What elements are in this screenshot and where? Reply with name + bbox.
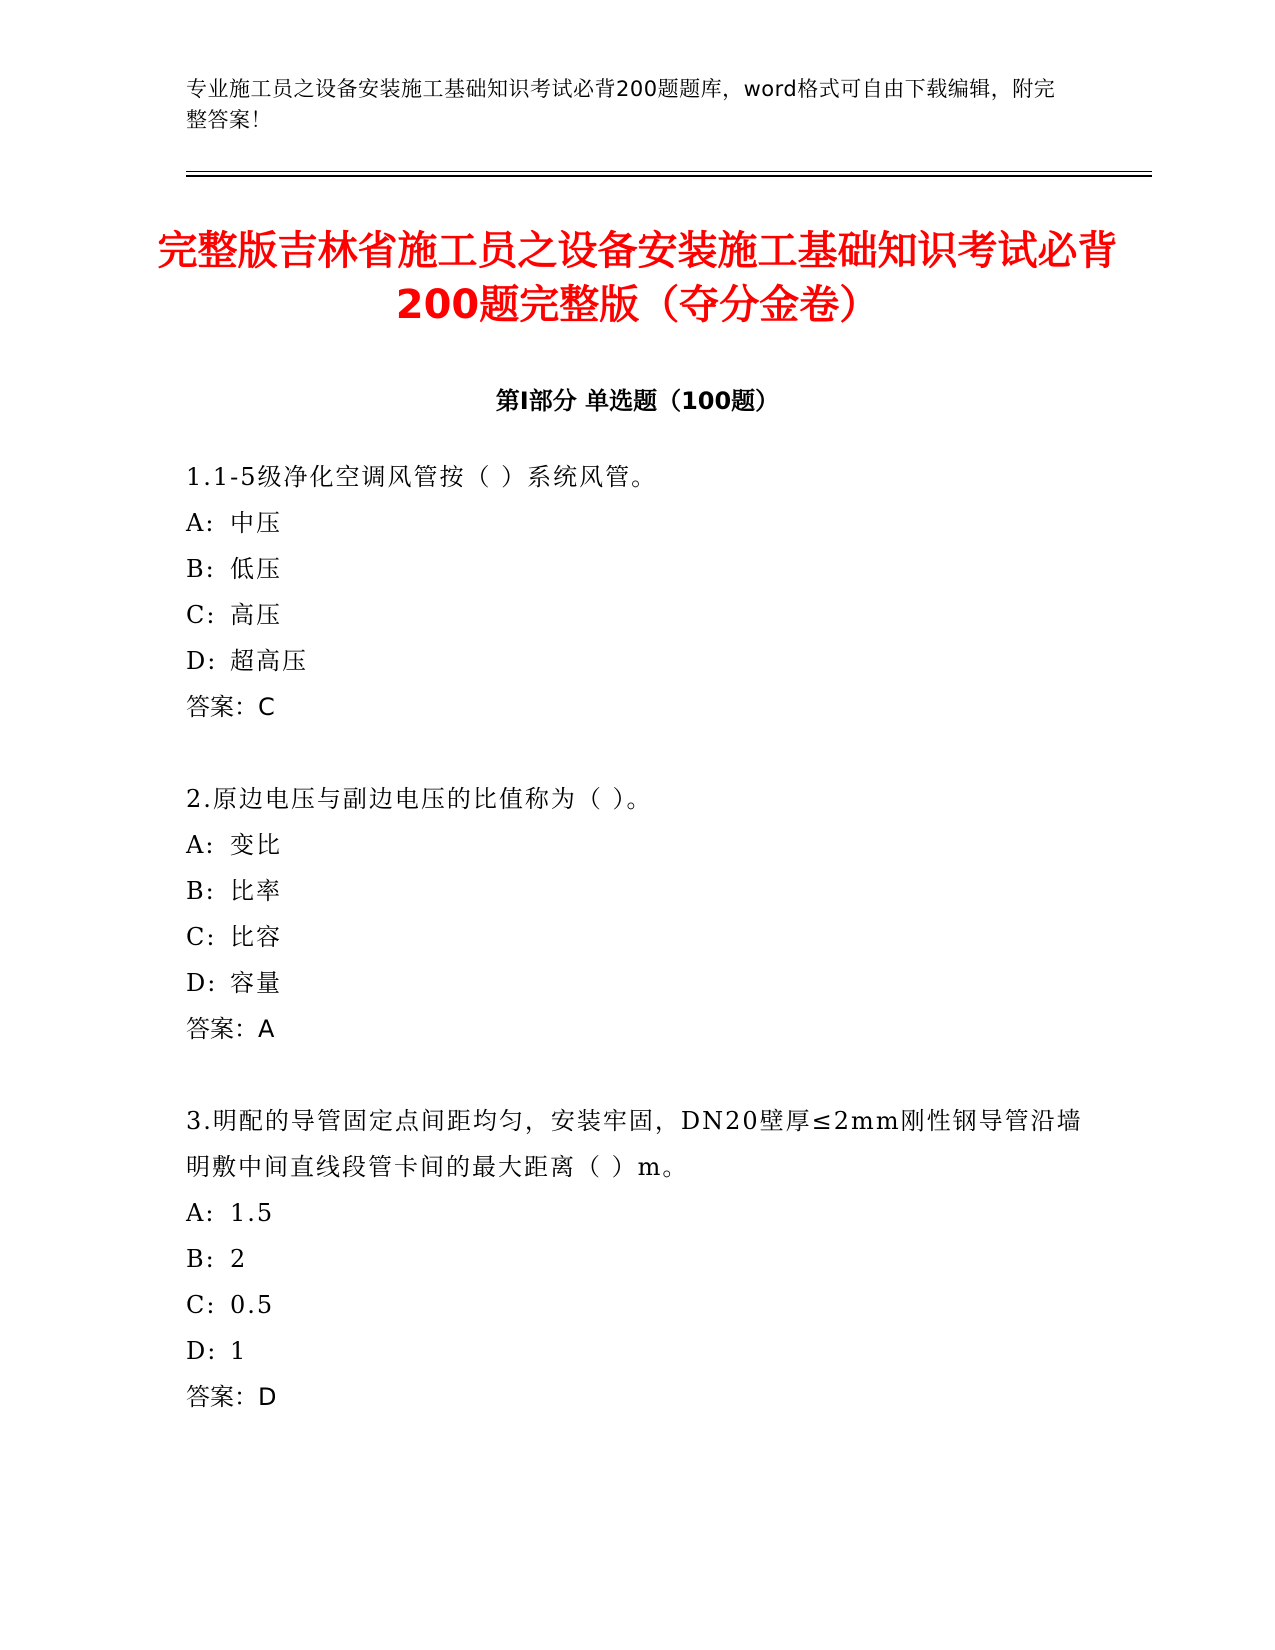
option-text: 1 <box>230 1337 248 1365</box>
option-a <box>186 1190 1086 1236</box>
question-2 <box>186 776 1086 1052</box>
answer: 答案：A <box>186 1015 275 1043</box>
option-d <box>186 638 1086 684</box>
question-3 <box>186 1098 1086 1420</box>
option-text: 1.5 <box>230 1199 275 1227</box>
option-text: 0.5 <box>230 1291 275 1319</box>
option-b <box>186 868 1086 914</box>
option-text: 容量 <box>230 969 282 997</box>
option-a <box>186 500 1086 546</box>
option-key: A: <box>186 831 216 859</box>
question-1 <box>186 454 1086 730</box>
option-text: 2 <box>230 1245 248 1273</box>
option-text: 比容 <box>230 923 282 951</box>
option-c <box>186 1282 1086 1328</box>
header-rule-thick <box>186 175 1152 177</box>
option-d <box>186 1328 1086 1374</box>
option-key: D: <box>186 969 218 997</box>
question-stem: 1.1-5级净化空调风管按（ ）系统风管。 <box>186 463 658 491</box>
option-key: B: <box>186 1245 216 1273</box>
question-stem: 3.明配的导管固定点间距均匀，安装牢固，DN20壁厚≤2mm刚性钢导管沿墙明敷中间直线段管卡间的最大距离（ ）m。 <box>186 1107 1083 1181</box>
option-a <box>186 822 1086 868</box>
header-rule-thin <box>186 171 1152 172</box>
option-b <box>186 1236 1086 1282</box>
option-key: A: <box>186 509 216 537</box>
header-note: 专业施工员之设备安装施工基础知识考试必背200题题库，word格式可自由下载编辑，附完整答案！ <box>186 77 1056 132</box>
option-key: B: <box>186 555 216 583</box>
option-key: D: <box>186 1337 218 1365</box>
option-key: C: <box>186 1291 217 1319</box>
option-key: B: <box>186 877 216 905</box>
question-stem: 2.原边电压与副边电压的比值称为（ ）。 <box>186 785 653 813</box>
option-c <box>186 592 1086 638</box>
option-key: A: <box>186 1199 216 1227</box>
option-key: C: <box>186 923 217 951</box>
option-text: 高压 <box>230 601 282 629</box>
option-text: 低压 <box>230 555 282 583</box>
option-text: 比率 <box>230 877 282 905</box>
option-key: C: <box>186 601 217 629</box>
answer: 答案：C <box>186 693 275 721</box>
option-c <box>186 914 1086 960</box>
section-title: 第Ⅰ部分 单选题（100题） <box>495 387 780 415</box>
option-key: D: <box>186 647 218 675</box>
document-title: 完整版吉林省施工员之设备安装施工基础知识考试必背200题完整版（夺分金卷） <box>157 228 1118 328</box>
answer: 答案：D <box>186 1383 277 1411</box>
option-text: 超高压 <box>230 647 308 675</box>
option-text: 变比 <box>230 831 282 859</box>
option-b <box>186 546 1086 592</box>
option-text: 中压 <box>230 509 282 537</box>
option-d <box>186 960 1086 1006</box>
